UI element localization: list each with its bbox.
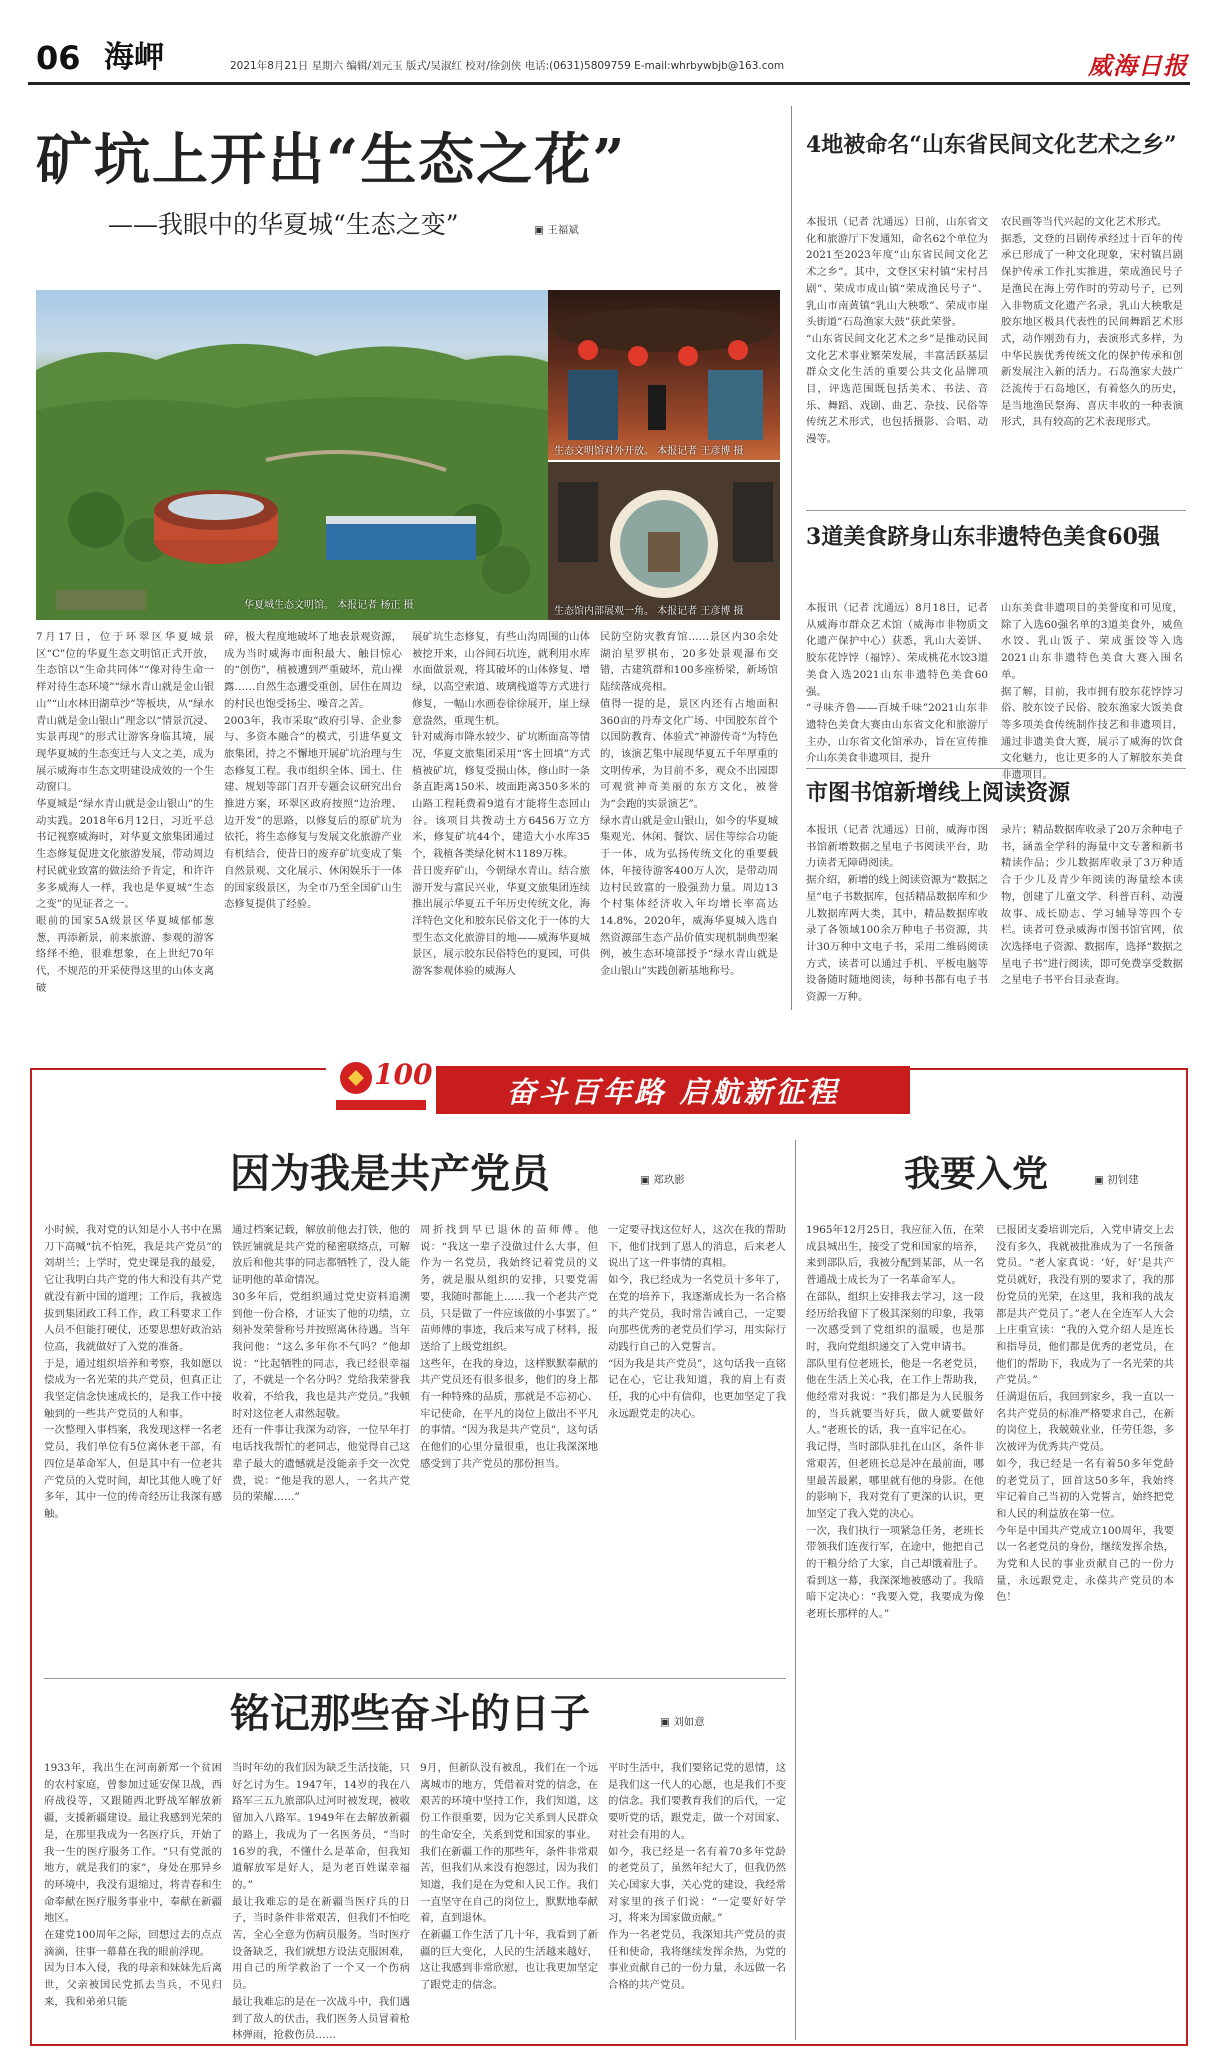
section-name: 海岬 bbox=[104, 40, 164, 75]
date-line: 2021年8月21日 星期六 编辑/刘元玉 版式/吴淑红 校对/徐剑侠 电话:(0631)5809759 E-mail:whrbywbjb@163.com bbox=[230, 60, 785, 72]
feature-byline: ▣ 王福斌 bbox=[534, 224, 579, 236]
article-3-column-3: 9月，但新队没有被乱，我们在一个远离城市的地方，凭借着对党的信念，在艰苦的环境中坚持工作，我们知道，这份工作很重要，因为它关系到人民群众的生命安全，关系到党和国家的事业。 我们在新疆工作的那些年，条件非常艰苦，但我们从来没有抱怨过，因为我们知道，我们是在为党和人民工作。我们一直坚守在自己的岗位上，默默地奉献着，直到退休。 在新疆工作生活了几十年，我看到了新疆的巨大变化，人民的生活越来越好，这让我感到非常欣慰，也让我更加坚定了跟党走的信念。 bbox=[420, 1762, 598, 1992]
banner-slogan bbox=[436, 1066, 910, 1114]
article-3-column-4: 平时生活中，我们要铭记党的恩情，这是我们这一代人的心愿，也是我们不变的信念。我们要教育我们的后代，一定要听党的话，跟党走，做一个对国家、对社会有用的人。 如今，我已经是一名有着70多年党龄的老党员了，虽然年纪大了，但我仍然关心国家大事，关心党的建设，我经常对家里的孩子们说：“一定要好好学习，将来为国家做贡献。” 作为一名老党员，我深知共产党员的责任和使命，我将继续发挥余热，为党的事业贡献自己的一份力量，永远做一名合格的共产党员。 bbox=[608, 1762, 786, 1992]
column-divider bbox=[791, 106, 792, 1010]
article-1-column-3: 周折找到早已退休的苗师傅。他说：“我这一辈子没做过什么大事，但作为一名党员，我始终记着党员的义务，就是服从组织的安排，只要党需要，我随时都能上……我一个老共产党员，只是做了一件应该做的小事罢了。” 苗师傅的事迹，我后来写成了材料，报送给了上级党组织。 这些年，在我的身边，这样默默奉献的共产党员还有很多很多，他们的身上都有一种特殊的品质，那就是不忘初心、牢记使命，在平凡的岗位上做出不平凡的事情。“因为我是共产党员”，这句话在他们的心里分量很重，也让我深深地感受到了共产党员的那份担当。 bbox=[420, 1224, 598, 1470]
side-story-3-column-1: 本报讯（记者 沈通远）日前，威海市图书馆新增数据之星电子书阅读平台，助力读者无障碍阅读。 据介绍，新增的线上阅读资源为“数据之星”电子书数据库，包括精品数据库和少儿数据库两大类，其中，精品数据库收录了各领域100余万种电子书资源，共计30万种中文电子书，采用二维码阅读方式，读者可以通过手机、平板电脑等设备随时随地阅读，每种书都有电子书资源一万种。 bbox=[806, 824, 988, 1004]
photo-main-caption: 华夏城生态文明馆。 本报记者 杨正 摄 bbox=[244, 600, 414, 611]
side-story-2-title: 3道美食跻身山东非遗特色美食60强 bbox=[806, 524, 1160, 550]
side-story-1-column-2: 农民画等当代兴起的文化艺术形式。 据悉，文登的吕剧传承经过十百年的传承已形成了一种文化现象，宋村镇吕剧保护传承工作扎实推进，荣成渔民号子是渔民在海上劳作时的劳动号子，已列入非物质文化遗产名录，乳山大秧歌是胶东地区极具代表性的民间舞蹈艺术形式，动作刚劲有力，表演形式多样，为中华民族优秀传统文化的保护传承和创新发展注入新的活力。石岛渔家大鼓广泛流传于石岛地区，有着悠久的历史，是当地渔民祭海、喜庆丰收的一种表演形式，具有较高的艺术表现形式。 bbox=[1001, 216, 1183, 429]
photo-museum-open bbox=[548, 290, 780, 460]
photo-scene bbox=[36, 290, 548, 620]
photo-interior-scene bbox=[548, 290, 780, 460]
article-1-author: 郑玖影 bbox=[653, 1174, 685, 1186]
side-story-3-title: 市图书馆新增线上阅读资源 bbox=[806, 780, 1071, 806]
article-3-title: 铭记那些奋斗的日子 bbox=[230, 1690, 590, 1737]
feature-title: 矿坑上开出“生态之花” bbox=[36, 127, 627, 193]
feature-column-4: 民防空防灾教育馆……景区内30余处湖泊星罗棋布，20多处景观瀑布交错，古建筑群和100多座桥梁，新场馆陆续落成亮相。 值得一提的是，景区内还有占地面积360亩的丹寿文化广场、中国胶东首个以国防教育、体验式“神游传奇”为特色的，该演艺集中展现华夏五千年厚重的文明传承，为目前不多，观众不出园即可观赏神奇美丽的东方文化，被誉为“会跑的实景演艺”。 绿水青山就是金山银山，如今的华夏城集观光、休闲、餐饮、居住等综合功能于一体，成为弘扬传统文化的重要载体，年接待游客400万人次，是带动周边村民致富的一股强劲力量。周边13个村集体经济收入年均增长率高达14.8%，2020年，威海华夏城入选自然资源部生态产品价值实现机制典型案例，被生态环境部授予“绿水青山就是金山银山”实践创新基地称号。 bbox=[600, 631, 778, 978]
masthead-logo: 威海日报 bbox=[1088, 51, 1188, 80]
article-1-title: 因为我是共产党员 bbox=[230, 1150, 550, 1197]
side-story-1-column-1: 本报讯（记者 沈通远）日前，山东省文化和旅游厅下发通知，命名62个单位为2021至2023年度“山东省民间文化艺术之乡”。其中，文登区宋村镇“宋村吕剧”、荣成市成山镇“荣成渔民号子”、乳山市南黄镇“乳山大秧歌”、荣成市崖头街道“石岛渔家大鼓”获此荣誉。 “山东省民间文化艺术之乡”是推动民间文化艺术事业繁荣发展，丰富活跃基层群众文化生活的重要公共文化品牌项目，评选范围既包括美术、书法、音乐、舞蹈、戏剧、曲艺、杂技、民俗等传统艺术形式，也包括摄影、合唱、动漫等。 bbox=[806, 216, 988, 446]
article-2-title: 我要入党 bbox=[904, 1153, 1049, 1195]
photo-br-caption: 生态馆内部展观一角。 本报记者 王彦博 摄 bbox=[554, 606, 744, 617]
feature-subtitle: ——我眼中的华夏城“生态之变” bbox=[108, 210, 459, 239]
article-3-rule bbox=[44, 1678, 786, 1679]
header-rule bbox=[28, 82, 1190, 85]
article-1-byline: ▣ 郑玖影 bbox=[640, 1174, 685, 1186]
feature-column-2: 碎，极大程度地破坏了地表景观资源，成为当时威海市面积最大、触目惊心的“创伤”，植被遭到严重破坏，荒山裸露……自然生态遭受重创，居住在周边的村民也饱受扬尘、噪音之苦。 2003年，我市采取“政府引导、企业参与、多资本融合”的模式，引进华夏文旅集团，持之不懈地开展矿坑治理与生态修复工程。我市组织全体、国土、住建、规划等部门召开专题会议研究出台推进方案，环翠区政府按照“边治理、边开发”的思路，以修复后的原矿坑为依托，将生态修复与发展文化旅游产业有机结合，使昔日的废弃矿坑变成了集自然景观、文化展示、休闲娱乐于一体的国家级景区，为全市乃至全国矿山生态修复提供了经验。 bbox=[224, 631, 402, 911]
side-story-3-column-2: 录片；精品数据库收录了20万余种电子书，涵盖全学科的海量中文专著和新书精读作品；少儿数据库收录了3万种适合于少儿及青少年阅读的海量绘本读物，创建了儿童文学、科普百科、动漫故事、成长励志、学习辅导等四个专栏。读者可登录威海市图书馆官网，依次选择电子资源、数据库，选择“数据之星电子书”进行阅读，即可免费享受数据之星电子书平台目录查询。 bbox=[1001, 824, 1183, 987]
side-story-1-title: 4地被命名“山东省民间文化艺术之乡” bbox=[806, 132, 1177, 158]
photo-ecology-museum bbox=[36, 290, 548, 620]
page-number: 06 bbox=[36, 39, 81, 77]
article-3-byline: ▣ 刘如意 bbox=[660, 1716, 705, 1728]
article-divider bbox=[795, 1140, 796, 2040]
byline-name: 王福斌 bbox=[547, 224, 579, 236]
side-story-2-column-2: 山东美食非遗项目的美誉度和可见度，除了入选60强名单的3道美食外，威鱼水饺、乳山饭子、荣成蛋饺等入选2021山东非遗特色美食大赛入围名单。 据了解，目前，我市拥有胶东花饽饽习俗、胶东饺子民俗、胶东渔家大饭美食等多项美食传统制作技艺和非遗项目，通过非遗美食大赛，展示了威海的饮食文化魅力，也让更多的人了解胶东美食非遗项目。 bbox=[1001, 602, 1183, 782]
article-3-author: 刘如意 bbox=[673, 1716, 705, 1728]
side-rule-2 bbox=[806, 768, 1186, 769]
article-2-author: 初钊建 bbox=[1107, 1174, 1139, 1186]
side-rule-1 bbox=[806, 510, 1186, 511]
photo-moongate-scene bbox=[548, 462, 780, 620]
article-1-column-1: 小时候，我对党的认知是小人书中在黑刀下高喊“抗不怕死，我是共产党员”的刘胡兰；上学时，党史课是我的最爱，它让我明白共产党的伟大和没有共产党就没有新中国的道理；工作后，我被选拔到集团政工科工作，政工科要求工作人员不但能打硬仗，还要思想好政治站位高，我就做好了入党的准备。 于是，通过组织培养和考察，我如愿以偿成为一名光荣的共产党员，但真正让我坚定信念快速成长的，是我工作中接触到的一些共产党员的人和事。 一次整理入事档案，我发现这样一名老党员，我们单位有5位离休老干部，有四位是革命军人，但是其中有一位老共产党员的入党时间，却比其他人晚了好多年，其中一位的传奇经历让我深有感触。 bbox=[44, 1224, 222, 1520]
feature-column-1: 7月17日，位于环翠区华夏城景区“C”位的华夏生态文明馆正式开放，生态馆以“生命共同体”“像对待生命一样对待生态环境”“绿水青山就是金山银山”“山水林田湖草沙”等板块，从“绿水青山就是金山银山”理念以“情景沉浸、实景再现”的形式让游客身临其境，展现华夏城的生态变迁与人文之美，成为展示威海市生态文明建设成效的一个生动窗口。 华夏城是“绿水青山就是金山银山”的生动实践。2018年6月12日，习近平总书记视察威海时，对华夏文旅集团通过生态修复促进文化旅游发展，带动周边村民就业致富的做法给予肯定，和许许多多威海人一样，我也是华夏城“生态之变”的见证者之一。 眼前的国家5A级景区华夏城郁郁葱葱，再添新景，前来旅游、参观的游客络绎不绝，很难想象，在上世纪70年代，不规范的开采使得这里的山体支离破 bbox=[36, 631, 214, 994]
feature-column-3: 展矿坑生态修复，有些山沟周围的山体被挖开来，山谷间石坑连，就利用水库水面做景观，将其破坏的山体修复、增绿，以高空索道、玻璃栈道等方式进行修复，一幅山水画卷徐徐展开，崖上绿意盎然，重现生机。 针对威海市降水较少、矿坑断面高等情况，华夏文旅集团采用“客土回填”方式植被矿坑，修复受损山体，修山时一条条直距离150米、坡面距离350多米的山路工程耗费着9道有才能将生态回山谷。该项目共拨动土方6456万立方米，修复矿坑44个，建造大小水库35个，栽植各类绿化树木1189万株。 昔日废弃矿山，今朝绿水青山。结合旅游开发与富民兴业，华夏文旅集团连续推出展示华夏五千年历史传统文化，海洋特色文化和胶东民俗文化于一体的大型生态文化旅游目的地——威海华夏城景区，展示胶东民俗特色的夏园，可供游客参观体验的威海人 bbox=[412, 631, 590, 978]
article-1-column-4: 一定要寻找这位好人，这次在我的帮助下，他们找到了恩人的消息，后来老人说出了这一件事情的真相。 如今，我已经成为一名党员十多年了，在党的培养下，我逐渐成长为一名合格的共产党员，我时常告诫自己，一定要向那些优秀的老党员们学习，用实际行动践行自己的入党誓言。 “因为我是共产党员”，这句话我一直铭记在心，它让我知道，我的肩上有责任，我的心中有信仰，也更加坚定了我永远跟党走的决心。 bbox=[608, 1224, 786, 1420]
photo-museum-interior bbox=[548, 462, 780, 620]
banner-logo bbox=[326, 1048, 436, 1118]
photo-tr-caption: 生态文明馆对外开放。 本报记者 王彦博 摄 bbox=[554, 446, 744, 457]
article-3-column-2: 当时年幼的我们因为缺乏生活技能，只好乞讨为生。1947年，14岁的我在八路军三五九旅部队过河时被发现，被收留加入八路军。1949年在去解放新疆的路上，我成为了一名医务员，“当时16岁的我，不懂什么是革命，但我知道解放军是好人，是为老百姓谋幸福的。” 最让我难忘的是在新疆当医疗兵的日子，当时条件非常艰苦，但我们不怕吃苦，全心全意为伤病员服务。当时医疗设备缺乏，我们就想方设法克服困难，用自己的所学救治了一个又一个伤病员。 最让我难忘的是在一次战斗中，我们遇到了敌人的伏击，我们医务人员冒着枪林弹雨，抢救伤员…… bbox=[232, 1762, 410, 2042]
article-2-byline: ▣ 初钊建 bbox=[1094, 1174, 1139, 1186]
article-3-column-1: 1933年，我出生在河南新郑一个贫困的农村家庭，曾参加过延安保卫战，西府战役等，又跟随西北野战军解放新疆，支援新疆建设。最让我感到光荣的是，在那里我成为一名医疗兵，开始了我一生的医疗服务工作。“只有党派的地方，就是我们的家”，身处在那异乡的环境中，我没有退缩过，将青春和生命奉献在医疗服务事业中，奉献在新疆地区。 在建党100周年之际，回想过去的点点滴滴，往事一幕幕在我的眼前浮现。 因为日本入侵，我的母亲和妹妹先后离世，父亲被国民党抓去当兵，不见归来，我和弟弟只能 bbox=[44, 1762, 222, 2008]
article-2-column-2: 已报团支委培训完后，入党申请交上去没有多久，我就被批准成为了一名预备党员。“老人家真说：‘好，好’是共产党员就好，我没有别的要求了，我的那份党员的光荣，在这里，我和我的战友都是共产党员了。”老人在全连军人大会上庄重宣读：“我的入党介绍人是连长和指导员，他们都是优秀的老党员，在他们的帮助下，我成为了一名光荣的共产党员。” 任满退伍后，我回到家乡，我一直以一名共产党员的标准严格要求自己，在新的岗位上，我兢兢业业，任劳任怨，多次被评为优秀共产党员。 如今，我已经是一名有着50多年党龄的老党员了，回首这50多年，我始终牢记着自己当初的入党誓言，始终把党和人民的利益放在第一位。 今年是中国共产党成立100周年，我要以一名老党员的身份，继续发挥余热，为党和人民的事业贡献自己的一份力量，永远跟党走，永葆共产党员的本色！ bbox=[996, 1224, 1174, 1604]
side-story-2-column-1: 本报讯（记者 沈通远）8月18日，记者从威海市群众艺术馆（威海市非物质文化遗产保护中心）获悉，乳山大姜饼、胶东花饽饽（福饽）、荣成桃花水饺3道美食入选2021山东非遗特色美食60强。 “寻味齐鲁——百城千味”2021山东非遗特色美食大赛由山东省文化和旅游厅主办，山东省文化馆承办，旨在宣传推介山东美食非遗项目，提升 bbox=[806, 602, 988, 765]
banner-slogan-text: 奋斗百年路 启航新征程 bbox=[506, 1074, 840, 1109]
article-2-column-1: 1965年12月25日，我应征入伍，在荣成县城出生，接受了党和国家的培养，来到部队后，我被分配到某部，从一名普通战士成长为了一名革命军人。 在部队，组织上安排我去学习，这一段经历给我留下了极其深刻的印象，我第一次感受到了党组织的温暖，也是那时，我向党组织递交了入党申请书。 部队里有位老班长，他是一名老党员，他在生活上关心我，在工作上帮助我，他经常对我说：“我们都是为人民服务的，当兵就要当好兵，做人就要做好人。”老班长的话，我一直牢记在心。 我记得，当时部队驻扎在山区，条件非常艰苦，但老班长总是冲在最前面，哪里最苦最累，哪里就有他的身影。在他的影响下，我对党有了更深的认识，更加坚定了我入党的决心。 一次，我们执行一项紧急任务，老班长带领我们连夜行军，在途中，他把自己的干粮分给了大家，自己却饿着肚子。看到这一幕，我深深地被感动了。我暗暗下定决心：“我要入党，我要成为像老班长那样的人。” bbox=[806, 1224, 984, 1621]
article-1-column-2: 通过档案记载，解放前他去打铁，他的铁匠铺就是共产党的秘密联络点，可解放后和他共事的同志都牺牲了，没人能证明他的革命情况。 30多年后，党组织通过党史资料追溯到他一份合格，才证实了他的功绩，立刻补发荣誉称号并按照离休待遇。当年我问他：“这么多年你不气吗？”他却说：“比起牺牲的同志，我已经很幸福了，不就是一个名分吗？党给我荣誉我收着，不给我，我也是共产党员。”我顿时对这位老人肃然起敬。 还有一件事让我深为动容，一位早年打电话找我帮忙的老同志，他觉得自己这辈子最大的遗憾就是没能亲手交一次党费，说：“他是我的恩人，一名共产党员的荣耀……” bbox=[232, 1224, 410, 1504]
banner-logo-text: 100 bbox=[374, 1058, 433, 1091]
